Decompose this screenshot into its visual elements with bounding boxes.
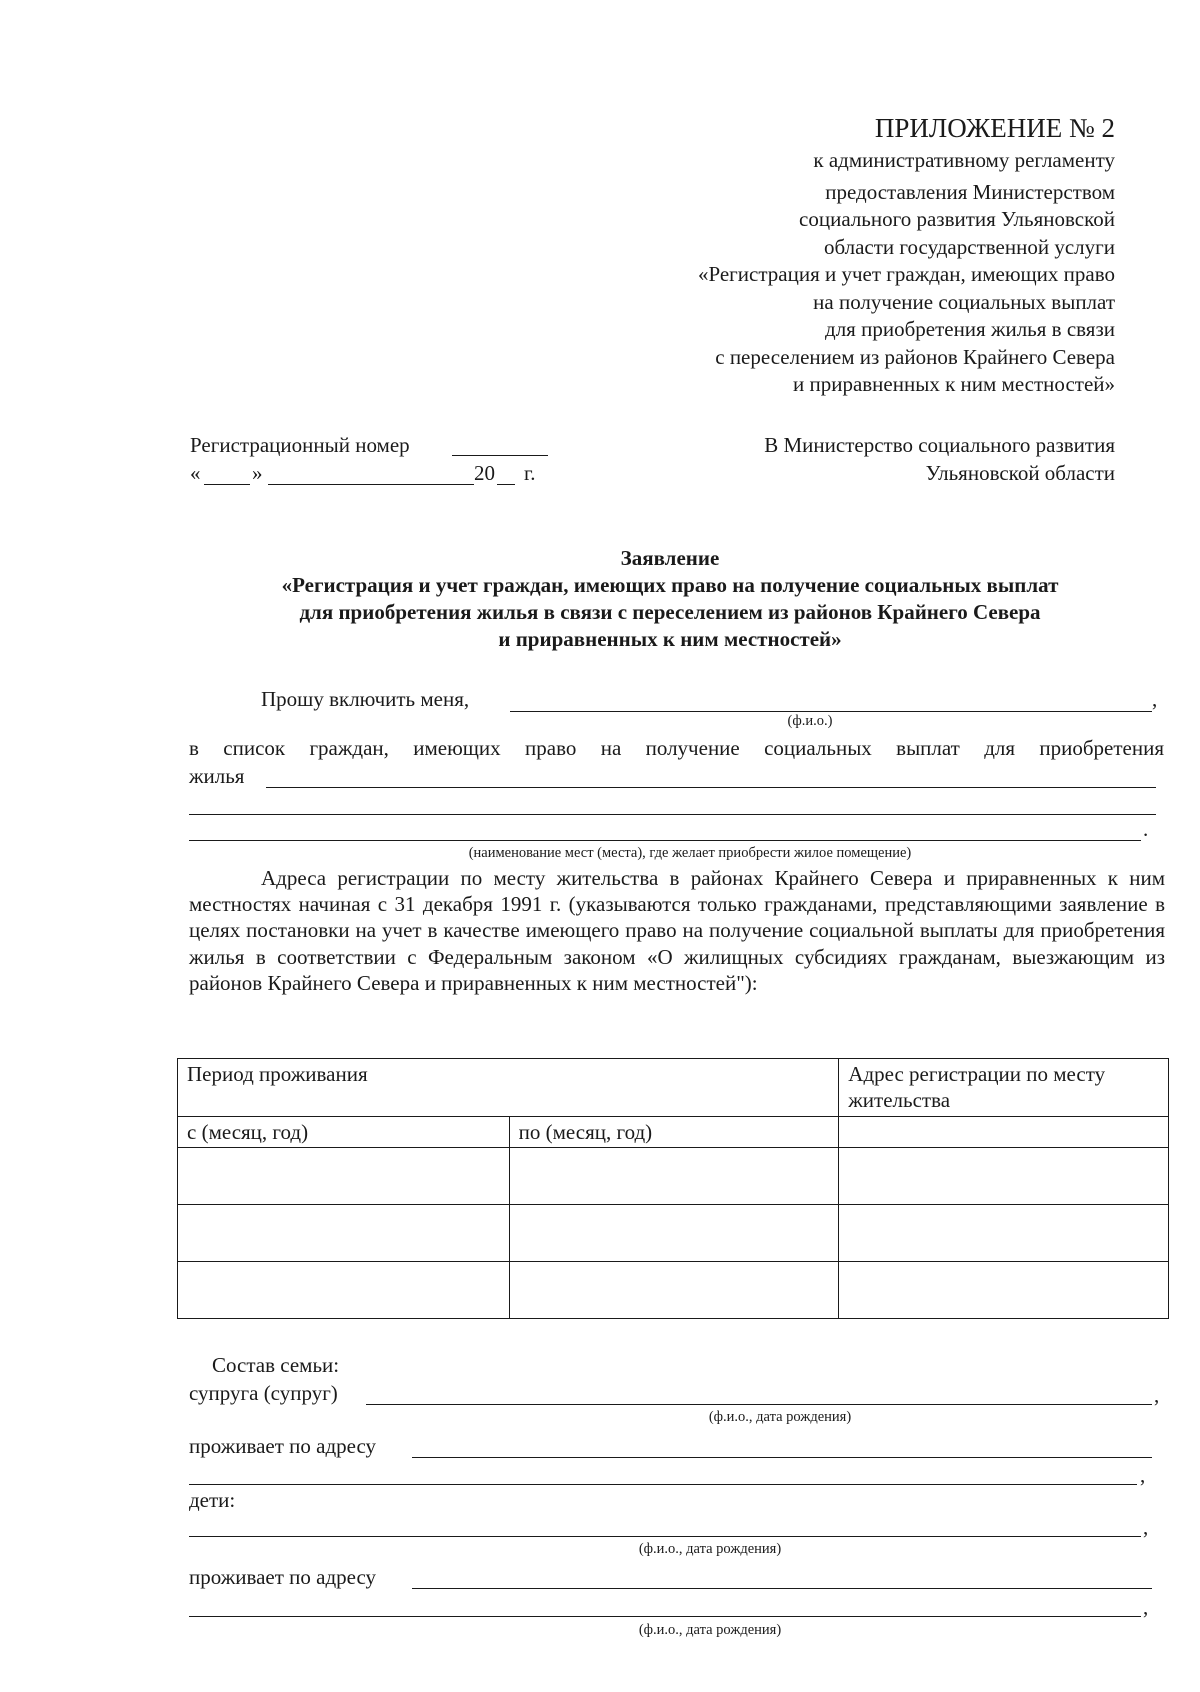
spouse-note: (ф.и.о., дата рождения) [708, 1409, 852, 1425]
children-address-field-2[interactable] [189, 1616, 1141, 1617]
lives-at-label: проживает по адресу [189, 1565, 377, 1589]
housing-period: . [1143, 817, 1149, 841]
appendix-line: «Регистрация и учет граждан, имеющих право [697, 262, 1115, 286]
date-year-field[interactable] [497, 484, 515, 485]
date-month-field[interactable] [268, 484, 474, 485]
address-cell[interactable] [839, 1205, 1169, 1262]
lives-at-label: проживает по адресу [189, 1434, 377, 1458]
addressee [764, 432, 1115, 486]
address-subheader-cell [839, 1117, 1169, 1148]
to-cell[interactable] [509, 1148, 839, 1205]
from-header: с (месяц, год) [178, 1117, 510, 1148]
request-comma: , [1152, 687, 1158, 711]
fio-note: (ф.и.о.) [787, 713, 833, 729]
appendix-line: предоставления Министерством [825, 179, 1115, 204]
title-line: «Регистрация и учет граждан, имеющих право на получение социальных выплат [281, 573, 1059, 597]
housing-place-field-3[interactable] [189, 840, 1141, 841]
from-cell[interactable] [178, 1205, 510, 1262]
list-text: в список граждан, имеющих право на получение социальных выплат для приобретения [189, 736, 1164, 760]
appendix-header [698, 112, 1115, 399]
registration-number-label: Регистрационный номер [190, 433, 410, 457]
table-row [178, 1262, 1169, 1319]
children-comma: , [1143, 1515, 1149, 1539]
appendix-line: с переселением из районов Крайнего Севера [715, 344, 1115, 369]
table-row [178, 1205, 1169, 1262]
address-cell[interactable] [839, 1148, 1169, 1205]
date-year-prefix: 20 [474, 461, 495, 485]
date-day-field[interactable] [204, 484, 250, 485]
children-field[interactable] [189, 1536, 1141, 1537]
housing-place-field-1[interactable] [266, 787, 1156, 788]
from-cell[interactable] [178, 1262, 510, 1319]
children-label: дети: [189, 1488, 236, 1512]
children-address-comma: , [1143, 1595, 1149, 1619]
final-note: (ф.и.о., дата рождения) [638, 1622, 782, 1638]
addressee-line: В Министерство социального развития [764, 433, 1115, 457]
spouse-address-field-1[interactable] [412, 1457, 1152, 1458]
appendix-line: на получение социальных выплат [813, 289, 1115, 314]
to-cell[interactable] [509, 1205, 839, 1262]
date-close-quote: » [252, 461, 263, 485]
title-line: Заявление [620, 546, 720, 570]
children-address-field-1[interactable] [412, 1588, 1152, 1589]
date-open-quote: « [190, 461, 201, 485]
residence-table [177, 1058, 1169, 1319]
spouse-field[interactable] [366, 1404, 1152, 1405]
request-lead: Прошу включить меня, [261, 687, 470, 711]
to-cell[interactable] [509, 1262, 839, 1319]
from-cell[interactable] [178, 1148, 510, 1205]
children-note: (ф.и.о., дата рождения) [638, 1541, 782, 1557]
applicant-name-field[interactable] [510, 711, 1152, 712]
appendix-line: области государственной услуги [823, 234, 1115, 259]
addressee-line: Ульяновской области [925, 461, 1115, 485]
spouse-address-field-2[interactable] [189, 1484, 1137, 1485]
registration-number-field[interactable] [452, 455, 548, 456]
family-heading: Состав семьи: [212, 1353, 340, 1377]
period-header: Период проживания [178, 1059, 839, 1117]
title-line: и приравненных к ним местностей» [498, 627, 842, 651]
places-note: (наименование мест (места), где желает приобрести жилое помещение) [468, 845, 912, 861]
title-line: для приобретения жилья в связи с переселением из районов Крайнего Севера [299, 600, 1041, 624]
housing-word: жилья [189, 764, 245, 788]
address-header: Адрес регистрации по месту жительства [839, 1059, 1169, 1117]
to-header: по (месяц, год) [509, 1117, 839, 1148]
housing-place-field-2[interactable] [189, 814, 1156, 815]
appendix-line: и приравненных к ним местностей» [792, 372, 1115, 396]
spouse-comma: , [1154, 1383, 1160, 1407]
spouse-label: супруга (супруг) [189, 1381, 338, 1405]
addresses-paragraph: Адреса регистрации по месту жительства в районах Крайнего Севера и приравненных к ним местностях начиная с 31 декабря 1991 г. (указываются только гражданами, представляющими заявление в целях постановки на учет в качестве имеющего право на получение социальной выплаты для приобретения жилья в соответствии с Федеральным законом «О жилищных субсидиях гражданам, выезжающим из районов Крайнего Севера и приравненных к ним местностей"): [189, 866, 1165, 995]
appendix-line: для приобретения жилья в связи [825, 317, 1115, 341]
spouse-address-comma: , [1140, 1463, 1146, 1487]
document-title [175, 545, 1165, 653]
address-cell[interactable] [839, 1262, 1169, 1319]
appendix-heading: ПРИЛОЖЕНИЕ № 2 [874, 113, 1115, 143]
table-row [178, 1148, 1169, 1205]
date-year-suffix: г. [524, 461, 536, 485]
appendix-line: к административному регламенту [813, 148, 1115, 172]
appendix-line: социального развития Ульяновской [799, 207, 1115, 231]
